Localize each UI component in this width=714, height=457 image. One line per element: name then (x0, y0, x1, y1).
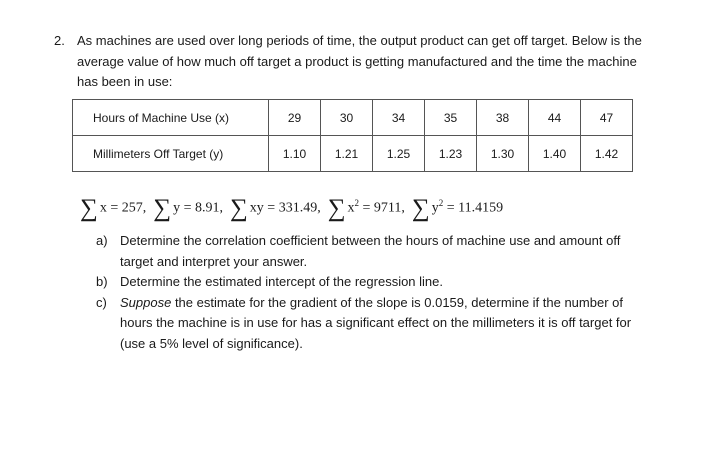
part-label: b) (96, 274, 108, 289)
square-exponent: 2 (354, 198, 360, 208)
cell: 47 (581, 100, 633, 136)
cell: 30 (321, 100, 373, 136)
part-text-container (120, 293, 656, 355)
part-label: c) (96, 294, 107, 310)
row-label-hours: Hours of Machine Use (x) (73, 100, 269, 136)
cell: 44 (529, 100, 581, 136)
summary-sums (80, 190, 503, 222)
square-exponent: 2 (438, 198, 444, 208)
cell: 1.21 (321, 136, 373, 172)
part-label: a) (96, 233, 108, 248)
table-row (73, 100, 633, 136)
cell: 1.30 (477, 136, 529, 172)
list-item (96, 231, 656, 272)
part-text: the estimate for the gradient of the slope is 0.0159, determine if the number of hours the machine is in use for has a significant effect on the millimeters it is off target for (use a 5% level of significance). (120, 294, 632, 351)
question-number: 2. (54, 33, 65, 48)
list-item (96, 293, 656, 355)
table-row (73, 136, 633, 172)
sum-x2-base: x (347, 200, 355, 216)
cell: 38 (477, 100, 529, 136)
part-text: Determine the correlation coefficient between the hours of machine use and amount off target and interpret your answer. (120, 233, 621, 269)
sum-x: x = 257, (99, 200, 147, 216)
cell: 1.42 (581, 136, 633, 172)
cell: 1.10 (269, 136, 321, 172)
sum-y2-base: y (431, 200, 439, 216)
cell: 1.25 (373, 136, 425, 172)
list-item (96, 272, 656, 293)
cell: 1.23 (425, 136, 477, 172)
part-text: Determine the estimated intercept of the regression line. (120, 274, 444, 289)
question-parts (96, 231, 656, 354)
cell: 35 (425, 100, 477, 136)
sigma-symbol: ∑ (229, 194, 248, 222)
sigma-symbol: ∑ (153, 194, 172, 222)
sum-x2-value: = 9711, (359, 200, 405, 216)
sigma-symbol: ∑ (80, 194, 98, 222)
cell: 29 (269, 100, 321, 136)
row-label-millimeters: Millimeters Off Target (y) (73, 136, 269, 172)
sigma-symbol: ∑ (411, 194, 430, 222)
sum-y: y = 8.91, (173, 200, 223, 216)
data-table (72, 99, 633, 172)
sigma-symbol: ∑ (327, 194, 346, 222)
sum-y2-value: = 11.4159 (443, 200, 504, 216)
cell: 1.40 (529, 136, 581, 172)
emphasis-suppose: Suppose (120, 294, 172, 310)
question-intro: As machines are used over long periods of time, the output product can get off target. Below is the average value of how much off target a product is getting manufactured and the time the machine has been in use: (77, 33, 642, 89)
cell: 34 (373, 100, 425, 136)
sum-xy: xy = 331.49, (249, 200, 321, 216)
